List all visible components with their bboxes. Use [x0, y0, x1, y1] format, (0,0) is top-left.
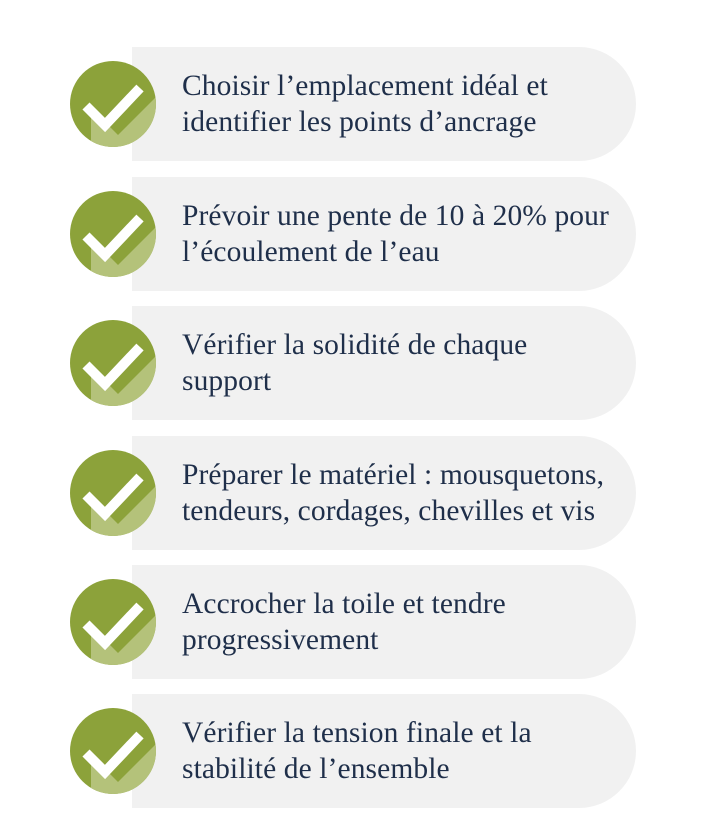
list-item: [70, 694, 636, 808]
list-item: [70, 177, 636, 291]
check-badge: [70, 61, 156, 147]
check-icon: [70, 191, 156, 277]
check-badge: [70, 191, 156, 277]
item-text: Choisir l’emplacement idéal et identifier les points d’ancrage: [182, 70, 548, 138]
check-badge: [70, 450, 156, 536]
list-item: [70, 436, 636, 550]
list-item: [70, 306, 636, 420]
list-item: [70, 47, 636, 161]
list-item: [70, 565, 636, 679]
item-text: Accrocher la toile et tendre progressivement: [182, 588, 506, 656]
check-badge: [70, 708, 156, 794]
item-text: Vérifier la tension finale et la stabilité de l’ensemble: [182, 717, 532, 785]
check-badge: [70, 320, 156, 406]
check-badge: [70, 579, 156, 665]
check-icon: [70, 579, 156, 665]
check-icon: [70, 450, 156, 536]
check-icon: [70, 708, 156, 794]
item-text: Vérifier la solidité de chaque support: [182, 329, 528, 397]
item-text: Préparer le matériel : mousquetons, tendeurs, cordages, chevilles et vis: [182, 459, 605, 527]
item-text: Prévoir une pente de 10 à 20% pour l’écoulement de l’eau: [182, 200, 609, 268]
check-icon: [70, 320, 156, 406]
check-icon: [70, 61, 156, 147]
